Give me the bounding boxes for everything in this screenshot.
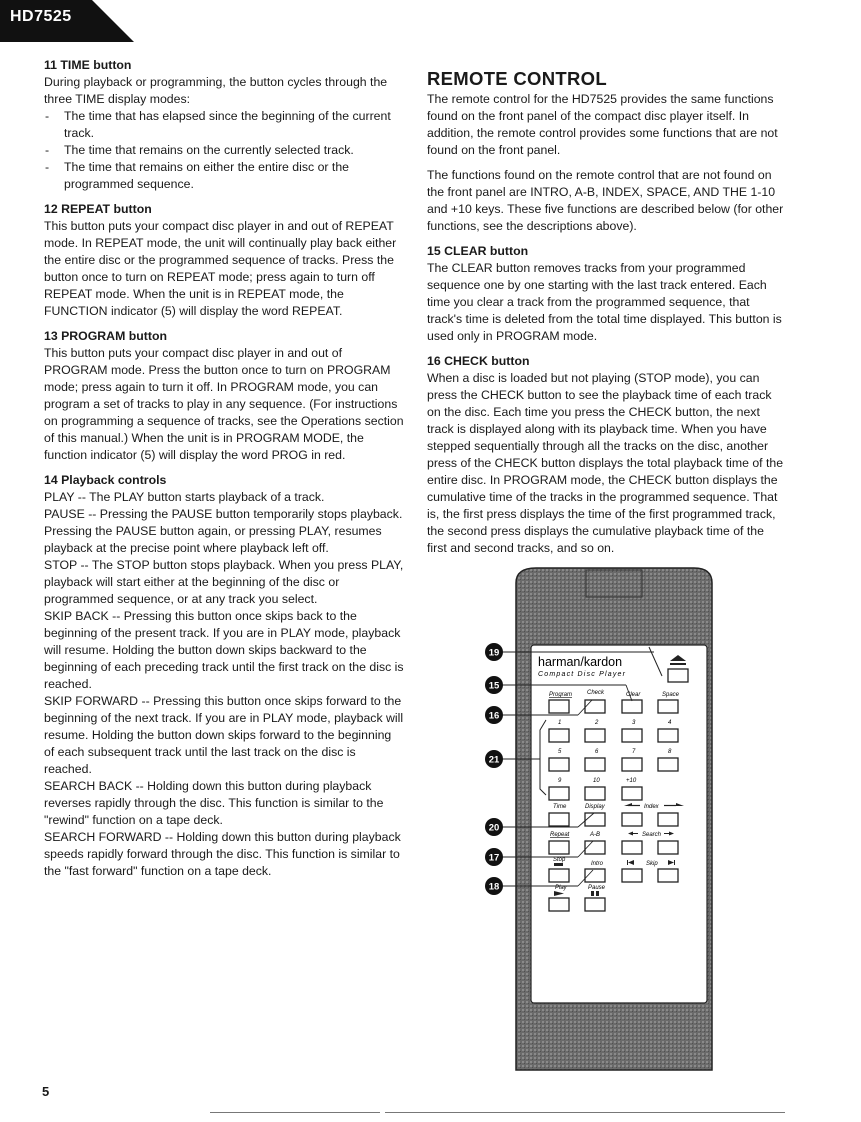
time-intro: During playback or programming, the button cycles through the three TIME display modes: bbox=[44, 75, 388, 106]
section-check bbox=[427, 353, 787, 557]
btn-label-6: 6 bbox=[595, 749, 599, 755]
svg-text:20: 20 bbox=[488, 822, 500, 834]
repeat-button[interactable] bbox=[549, 841, 569, 854]
btn-label-4: 4 bbox=[668, 720, 672, 726]
list-item: - The time that remains on either the entire disc or the programmed sequence. bbox=[44, 159, 404, 193]
callout-19 bbox=[485, 643, 503, 661]
remote-functions: The functions found on the remote control that are not found on the front panel are INTRO, A-B, INDEX, SPACE, AND THE 1-10 and +10 keys. These five functions are described below (for other functions, see the descriptions above). bbox=[427, 168, 784, 233]
callout-21 bbox=[485, 750, 503, 768]
key-4-button[interactable] bbox=[658, 729, 678, 742]
btn-label-2: 2 bbox=[595, 720, 599, 726]
playback-search-back: SEARCH BACK -- Holding down this button during playback reverses rapidly through the disc. This function is similar to the "rewind" function on a tape deck. bbox=[44, 779, 384, 827]
section-clear bbox=[427, 243, 787, 345]
program-body: This button puts your compact disc player in and out of PROGRAM mode. Press the button once to turn on PROGRAM mode; press again to turn it off. In PROGRAM mode, you can program a set of tracks to play in any sequence. (For instructions on programming a sequence of tracks, see the Operations section of this manual.) When the unit is in PROGRAM MODE, the function indicator (5) will display the word PROG in red. bbox=[44, 346, 404, 462]
btn-label-ab: A-B bbox=[590, 832, 601, 838]
list-item: - The time that remains on the currently selected track. bbox=[44, 142, 404, 159]
svg-text:15: 15 bbox=[488, 680, 500, 692]
key-10-button[interactable] bbox=[585, 787, 605, 800]
btn-label-check: Check bbox=[587, 690, 605, 696]
key-9-button[interactable] bbox=[549, 787, 569, 800]
check-body: When a disc is loaded but not playing (STOP mode), you can press the CHECK button to see the playback time of each track on the disc. Each time you press the CHECK button, the next track is displayed along with its playback time. When you have stepped sequentially through all the tracks on the disc, another press of the CHECK button displays the total playback time of the entire disc. In PROGRAM mode, the CHECK button displays the cumulative time of the tracks in the programmed sequence. That is, the first press displays the time of the first programmed track, the second press displays the cumulative playback time of the first and second tracks, and so on. bbox=[427, 371, 784, 555]
playback-skip-back: SKIP BACK -- Pressing this button once skips back to the beginning of the present track. If you are in PLAY mode, playback will resume. Holding the button down skips backward to the beginning of each preceding track until the first track on the disc is reached. bbox=[44, 609, 404, 691]
callout-15 bbox=[485, 676, 503, 694]
stop-icon bbox=[554, 863, 563, 866]
left-column bbox=[44, 57, 404, 888]
btn-label-space: Space bbox=[662, 692, 680, 698]
model-label: HD7525 bbox=[10, 8, 72, 25]
remote-control-title: REMOTE CONTROL bbox=[427, 68, 607, 89]
btn-label-1: 1 bbox=[558, 720, 562, 726]
key-3-button[interactable] bbox=[622, 729, 642, 742]
btn-label-3: 3 bbox=[632, 720, 636, 726]
ab-button[interactable] bbox=[585, 841, 605, 854]
repeat-heading: 12 REPEAT button bbox=[44, 202, 152, 216]
remote-intro: The remote control for the HD7525 provides the same functions found on the front panel of the compact disc player itself. In addition, the remote control provides some functions that are not found on the front panel. bbox=[427, 92, 778, 157]
btn-label-8: 8 bbox=[668, 749, 672, 755]
playback-stop: STOP -- The STOP button stops playback. When you press PLAY, playback will start either at the beginning of the disc or programmed sequence, or at any track you select. bbox=[44, 558, 404, 606]
clear-button[interactable] bbox=[622, 700, 642, 713]
space-button[interactable] bbox=[658, 700, 678, 713]
callout-16 bbox=[485, 706, 503, 724]
btn-label-skip: Skip bbox=[646, 861, 658, 867]
btn-label-7: 7 bbox=[632, 749, 636, 755]
pause-button[interactable] bbox=[585, 898, 605, 911]
btn-label-program: Program bbox=[549, 692, 573, 698]
play-button[interactable] bbox=[549, 898, 569, 911]
model-tab bbox=[0, 0, 134, 42]
playback-heading: 14 Playback controls bbox=[44, 473, 167, 487]
btn-label-search: Search bbox=[642, 832, 662, 838]
repeat-body: This button puts your compact disc player in and out of REPEAT mode. In REPEAT mode, the unit will continually play back either the entire disc or the programmed sequence of tracks. Press the button once to turn on REPEAT mode; press again to turn off REPEAT mode. When the unit is in REPEAT mode, the FUNCTION indicator (5) will display the word REPEAT. bbox=[44, 219, 397, 318]
btn-label-time: Time bbox=[553, 804, 567, 810]
playback-play: PLAY -- The PLAY button starts playback of a track. bbox=[44, 490, 325, 504]
callout-20 bbox=[485, 818, 503, 836]
key-plus10-button[interactable] bbox=[622, 787, 642, 800]
skip-forward-button[interactable] bbox=[658, 869, 678, 882]
svg-text:21: 21 bbox=[488, 754, 500, 766]
btn-label-clear: Clear bbox=[626, 692, 641, 698]
btn-label-display: Display bbox=[585, 804, 605, 810]
btn-label-repeat: Repeat bbox=[550, 832, 570, 838]
btn-label-intro: Intro bbox=[591, 861, 604, 867]
btn-label-10: 10 bbox=[593, 778, 600, 784]
btn-label-plus10: +10 bbox=[626, 778, 637, 784]
svg-text:16: 16 bbox=[488, 710, 500, 722]
remote-brand: harman/kardon bbox=[538, 655, 623, 669]
remote-drawing bbox=[478, 565, 728, 1077]
key-2-button[interactable] bbox=[585, 729, 605, 742]
section-repeat bbox=[44, 201, 404, 320]
remote-subtitle: Compact Disc Player bbox=[538, 671, 627, 678]
btn-label-play: Play bbox=[555, 885, 567, 891]
remote-illustration bbox=[478, 565, 728, 1082]
index-back-button[interactable] bbox=[622, 813, 642, 826]
footer-rule bbox=[385, 1112, 785, 1113]
right-column bbox=[427, 68, 787, 565]
key-7-button[interactable] bbox=[622, 758, 642, 771]
playback-skip-forward: SKIP FORWARD -- Pressing this button once skips forward to the beginning of the next track. If you are in PLAY mode, playback will resume. Holding the button down skips forward to the beginning of each subsequent track until the last track on the disc is reached. bbox=[44, 694, 404, 776]
index-forward-button[interactable] bbox=[658, 813, 678, 826]
time-heading: 11 TIME button bbox=[44, 58, 132, 72]
btn-label-pause: Pause bbox=[588, 885, 606, 891]
key-5-button[interactable] bbox=[549, 758, 569, 771]
clear-heading: 15 CLEAR button bbox=[427, 244, 529, 258]
btn-label-index: Index bbox=[644, 804, 659, 810]
program-heading: 13 PROGRAM button bbox=[44, 329, 167, 343]
playback-search-forward: SEARCH FORWARD -- Holding down this button during playback speeds rapidly forward through the disc. This function is similar to the "fast forward" function on a tape deck. bbox=[44, 830, 401, 878]
check-heading: 16 CHECK button bbox=[427, 354, 530, 368]
stop-button[interactable] bbox=[549, 869, 569, 882]
time-mode-list bbox=[44, 108, 404, 193]
search-forward-button[interactable] bbox=[658, 841, 678, 854]
page-number: 5 bbox=[42, 1084, 50, 1099]
program-button[interactable] bbox=[549, 700, 569, 713]
time-button[interactable] bbox=[549, 813, 569, 826]
display-button[interactable] bbox=[585, 813, 605, 826]
playback-pause: PAUSE -- Pressing the PAUSE button temporarily stops playback. Pressing the PAUSE button again, or pressing PLAY, resumes playback at the precise point where playback left off. bbox=[44, 507, 403, 555]
footer-rule bbox=[210, 1112, 380, 1113]
section-time bbox=[44, 57, 404, 193]
section-playback bbox=[44, 472, 404, 880]
key-1-button[interactable] bbox=[549, 729, 569, 742]
clear-body: The CLEAR button removes tracks from your programmed sequence one by one starting with the last track entered. Each time you clear a track from the programmed sequence, that track's time is deleted from the total time displayed. This button is used only in PROGRAM mode. bbox=[427, 261, 782, 343]
callout-17 bbox=[485, 848, 503, 866]
btn-label-5: 5 bbox=[558, 749, 562, 755]
skip-back-button[interactable] bbox=[622, 869, 642, 882]
svg-text:19: 19 bbox=[488, 647, 500, 659]
callout-18 bbox=[485, 877, 503, 895]
svg-text:18: 18 bbox=[488, 881, 500, 893]
check-button[interactable] bbox=[585, 700, 605, 713]
svg-text:17: 17 bbox=[488, 852, 500, 864]
search-back-button[interactable] bbox=[622, 841, 642, 854]
btn-label-stop: Stop bbox=[553, 857, 566, 863]
btn-label-9: 9 bbox=[558, 778, 562, 784]
key-6-button[interactable] bbox=[585, 758, 605, 771]
list-item: - The time that has elapsed since the beginning of the current track. bbox=[44, 108, 404, 142]
section-program bbox=[44, 328, 404, 464]
key-8-button[interactable] bbox=[658, 758, 678, 771]
